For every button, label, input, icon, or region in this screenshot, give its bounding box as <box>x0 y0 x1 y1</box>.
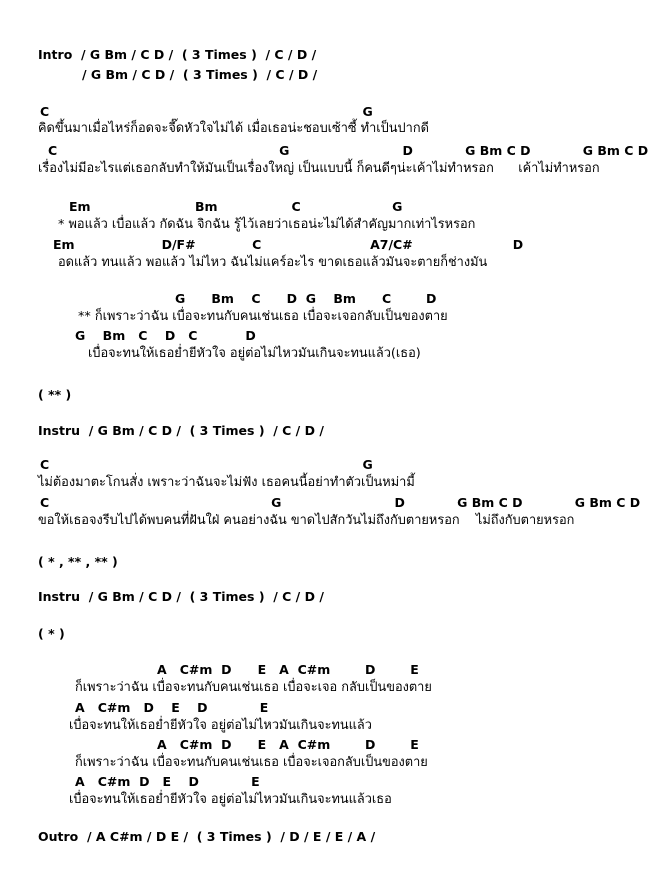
chord-line: A C#m D E D E <box>75 774 260 789</box>
lyric-line: ก็เพราะว่าฉัน เบื่อจะทนกับคนเช่นเธอ เบื่อจะเจอ กลับเป็นของตาย <box>75 680 432 695</box>
section-header-line: Instru / G Bm / C D / ( 3 Times ) / C / D / <box>38 589 324 604</box>
section-header-line: / G Bm / C D / ( 3 Times ) / C / D / <box>82 67 318 82</box>
chord-line: C G D G Bm C D G Bm C D <box>40 495 641 510</box>
repeat-marker-line: ( * , ** , ** ) <box>38 554 118 569</box>
lyric-line: อดแล้ว ทนแล้ว พอแล้ว ไม่ไหว ฉันไม่แคร์อะไร ขาดเธอแล้วมันจะตายก็ช่างมัน <box>58 255 488 270</box>
repeat-marker-line: ( * ) <box>38 626 65 641</box>
section-header-line: Intro / G Bm / C D / ( 3 Times ) / C / D / <box>38 47 317 62</box>
chord-line: G Bm C D G Bm C D <box>175 291 437 306</box>
repeat-marker-line: ( ** ) <box>38 387 72 402</box>
lyric-line: เบื่อจะทนให้เธอย่ำยีหัวใจ อยู่ต่อไม่ไหวมันเกินจะทนแล้ว(เธอ) <box>88 346 421 361</box>
section-header-line: Outro / A C#m / D E / ( 3 Times ) / D / E / E / A / <box>38 829 376 844</box>
lyric-line: ไม่ต้องมาตะโกนสั่ง เพราะว่าฉันจะไม่ฟัง เธอคนนี้อย่าทำตัวเป็นหม่ามี้ <box>38 475 415 490</box>
chord-line: C G D G Bm C D G Bm C D <box>48 143 649 158</box>
lyric-line: คิดขึ้นมาเมื่อไหร่ก็อดจะจี๊ดหัวใจไม่ได้ เมื่อเธอน่ะชอบเซ้าซี้ ทำเป็นปากดี <box>38 121 429 136</box>
lyric-line: เรื่องไม่มีอะไรแต่เธอกลับทำให้มันเป็นเรื่องใหญ่ เป็นแบบนี้ ก็คนดีๆน่ะเค้าไม่ทำหรอก เค้าไม่ทำหรอก <box>38 161 600 176</box>
section-header-line: Instru / G Bm / C D / ( 3 Times ) / C / D / <box>38 423 324 438</box>
chord-line: A C#m D E D E <box>75 700 269 715</box>
lyric-line: ขอให้เธอจงรีบไปได้พบคนที่ฝันใฝ่ คนอย่างฉัน ขาดไปสักวันไม่ถึงกับตายหรอก ไม่ถึงกับตายหรอก <box>38 513 575 528</box>
lyric-line: ** ก็เพราะว่าฉัน เบื่อจะทนกับคนเช่นเธอ เบื่อจะเจอกลับเป็นของตาย <box>78 309 448 324</box>
lyric-line: ก็เพราะว่าฉัน เบื่อจะทนกับคนเช่นเธอ เบื่อจะเจอกลับเป็นของตาย <box>75 755 428 770</box>
chord-line: Em D/F# C A7/C# D <box>53 237 524 252</box>
chord-line: Em Bm C G <box>69 199 403 214</box>
chord-line: G Bm C D C D <box>75 328 256 343</box>
lyric-line: * พอแล้ว เบื่อแล้ว กัดฉัน จิกฉัน รู้ไว้เลยว่าเธอน่ะไม่ได้สำคัญมากเท่าไรหรอก <box>58 217 476 232</box>
lyric-line: เบื่อจะทนให้เธอย่ำยีหัวใจ อยู่ต่อไม่ไหวมันเกินจะทนแล้วเธอ <box>69 792 392 807</box>
lyric-line: เบื่อจะทนให้เธอย่ำยีหัวใจ อยู่ต่อไม่ไหวมันเกินจะทนแล้ว <box>69 718 372 733</box>
chord-line: A C#m D E A C#m D E <box>157 737 419 752</box>
chord-line: C G <box>40 104 373 119</box>
chord-line: C G <box>40 457 373 472</box>
chord-line: A C#m D E A C#m D E <box>157 662 419 677</box>
